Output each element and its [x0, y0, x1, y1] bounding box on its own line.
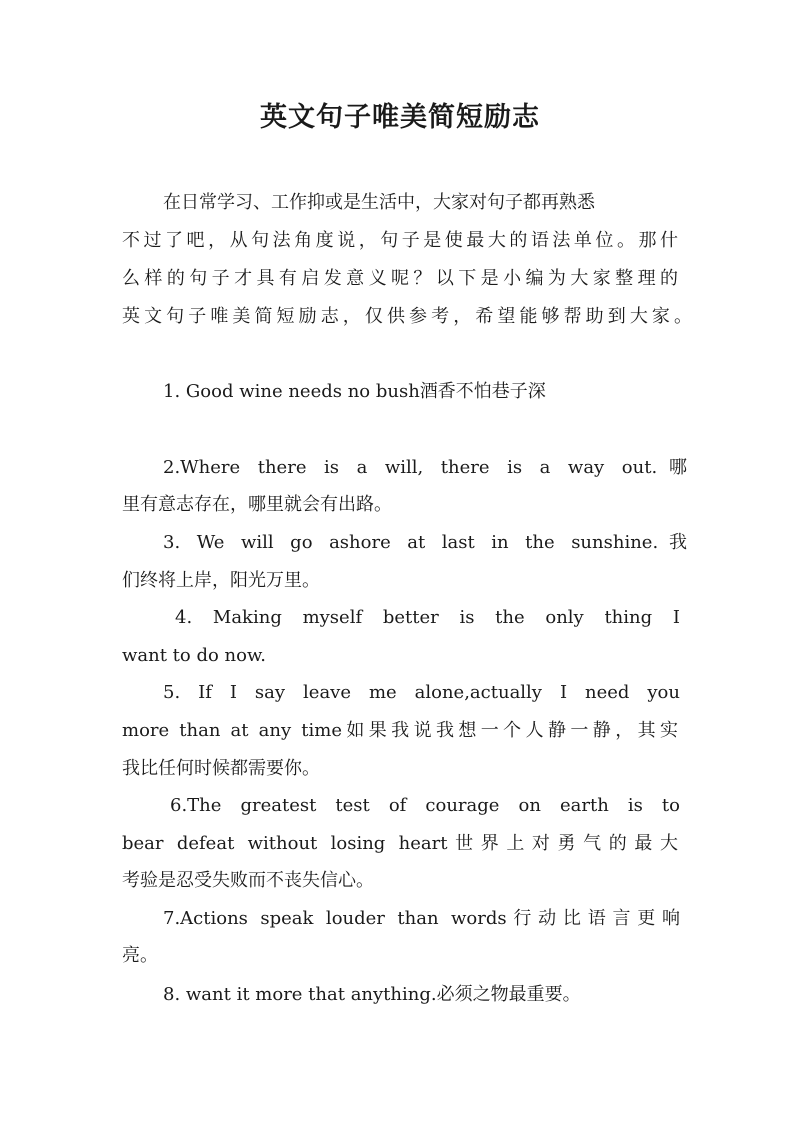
list-item-line: 8. want it more that anything.必须之物最重要。	[163, 984, 581, 1005]
intro-line: 么样的句子才具有启发意义呢？以下是小编为大家整理的	[122, 268, 678, 289]
list-item-line: 4. Making myself better is the only thing I	[175, 607, 680, 628]
intro-line: 不过了吧，从句法角度说，句子是使最大的语法单位。那什	[122, 230, 678, 251]
list-item-line: 1. Good wine needs no bush酒香不怕巷子深	[163, 381, 546, 402]
list-item-line: 们终将上岸，阳光万里。	[122, 570, 320, 591]
list-item-line: more than at any time如果我说我想一个人静一静，其实	[122, 720, 678, 741]
list-item-line: bear defeat without losing heart世界上对勇气的最大	[122, 833, 678, 854]
list-item-line: 考验是忍受失败而不丧失信心。	[122, 870, 374, 891]
document-title: 英文句子唯美简短励志	[260, 102, 540, 133]
list-item-line: 7.Actions speak louder than words行动比语言更响	[163, 908, 680, 929]
list-item-line: 亮。	[122, 945, 158, 966]
list-item-line: 3. We will go ashore at last in the sunshine.我	[163, 532, 687, 553]
list-item-line: 6.The greatest test of courage on earth is to	[170, 795, 680, 816]
intro-line: 在日常学习、工作抑或是生活中，大家对句子都再熟悉	[163, 192, 595, 213]
list-item-line: 5. If I say leave me alone,actually I need you	[163, 682, 680, 703]
intro-line: 英文句子唯美简短励志，仅供参考，希望能够帮助到大家。	[122, 306, 692, 327]
list-item-line: 里有意志存在，哪里就会有出路。	[122, 494, 392, 515]
list-item-line: 我比任何时候都需要你。	[122, 758, 320, 779]
list-item-line: want to do now.	[122, 645, 266, 666]
list-item-line: 2.Where there is a will, there is a way out.哪	[163, 457, 687, 478]
